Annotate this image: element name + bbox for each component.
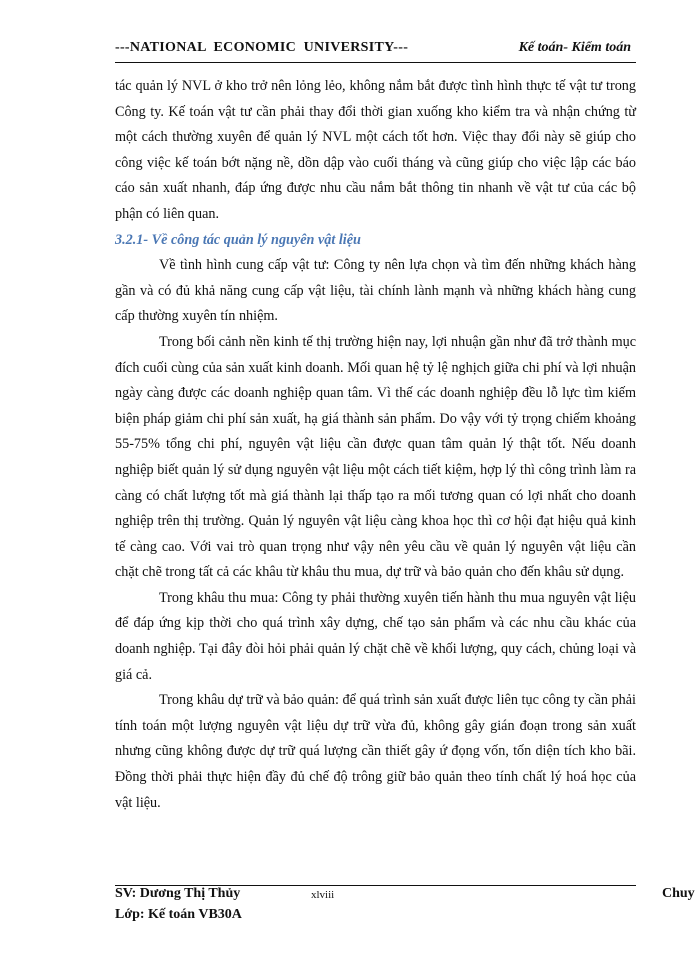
paragraph-supply: Về tình hình cung cấp vật tư: Công ty nên lựa chọn và tìm đến những khách hàng gần và có đủ khả năng cung cấp vật liệu, tài chính lành mạnh và những khách hàng cung cấp thường xuyên tín nhiệm. — [115, 257, 636, 325]
paragraph-storage: Trong khâu dự trữ và bảo quản: để quá trình sản xuất được liên tục công ty cần phải tính toán một lượng nguyên vật liệu dự trữ vừa đủ, không gây gián đoạn trong sản xuất nhưng cũng không được dự trữ quá lượng cần thiết gây ứ đọng vốn, tốn diện tích kho bãi. Đồng thời phải thực hiện đầy đủ chế độ trông giữ bảo quản theo tính chất lý hoá học của vật liệu. — [115, 692, 636, 811]
university-header: ---NATIONAL ECONOMIC UNIVERSITY--- — [115, 40, 409, 55]
document-body — [115, 74, 636, 816]
page-header — [115, 40, 635, 64]
page-number: xlviii — [311, 889, 335, 901]
footer-student-name: SV: Dương Thị Thủy — [115, 886, 241, 901]
header-rule — [115, 62, 636, 63]
footer-right-text: Chuy — [662, 886, 695, 901]
footer-class-name: Lớp: Kế toán VB30A — [115, 907, 242, 922]
paragraph-purchasing: Trong khâu thu mua: Công ty phải thường xuyên tiến hành thu mua nguyên vật liệu để đáp ứng kịp thời cho quá trình xây dựng, chế tạo sản phẩm và các nhu cầu khác của doanh nghiệp. Tại đây đòi hỏi phải quản lý chặt chẽ về khối lượng, quy cách, chủng loại và giá cả. — [115, 589, 636, 683]
section-heading: 3.2.1- Về công tác quản lý nguyên vật liệu — [115, 231, 361, 248]
department-header: Kế toán- Kiểm toán — [518, 40, 631, 55]
paragraph-continuation: tác quản lý NVL ở kho trở nên lỏng lẻo, không nắm bắt được tình hình thực tế vật tư trong Công ty. Kế toán vật tư cần phải thay đổi thời gian xuống kho kiểm tra và nhận chứng từ một cách thường xuyên để quản lý NVL một cách tốt hơn. Việc thay đổi này sẽ giúp cho công việc kế toán bớt nặng nề, dồn dập vào cuối tháng và cũng giúp cho việc lập các báo cáo sản xuất nhanh, đáp ứng được nhu cầu nắm bắt thông tin nhanh về vật tư của các bộ phận có liên quan. — [115, 78, 636, 222]
paragraph-context: Trong bối cảnh nền kinh tế thị trường hiện nay, lợi nhuận gần như đã trở thành mục đích cuối cùng của sản xuất kinh doanh. Mối quan hệ tỷ lệ nghịch giữa chi phí và lợi nhuận ngày càng được các doanh nghiệp quan tâm. Vì thế các doanh nghiệp đều lỗ lực tìm kiếm biện pháp giảm chi phí sản xuất, hạ giá thành sản phẩm. Do vậy với tỷ trọng chiếm khoảng 55-75% tổng chi phí, nguyên vật liệu cần được quan tâm quản lý thật tốt. Nếu doanh nghiệp biết quản lý sử dụng nguyên vật liệu một cách tiết kiệm, hợp lý thì công trình làm ra càng có chất lượng tốt mà giá thành lại thấp tạo ra mối tương quan có lợi nhất cho doanh nghiệp trên thị trường. Quản lý nguyên vật liệu càng khoa học thì cơ hội đạt hiệu quả kinh tế càng cao. Với vai trò quan trọng như vậy nên yêu cầu về quản lý nguyên vật liệu cần chặt chẽ trong tất cả các khâu từ khâu thu mua, dự trữ và bảo quản cho đến khâu sử dụng. — [115, 333, 636, 581]
